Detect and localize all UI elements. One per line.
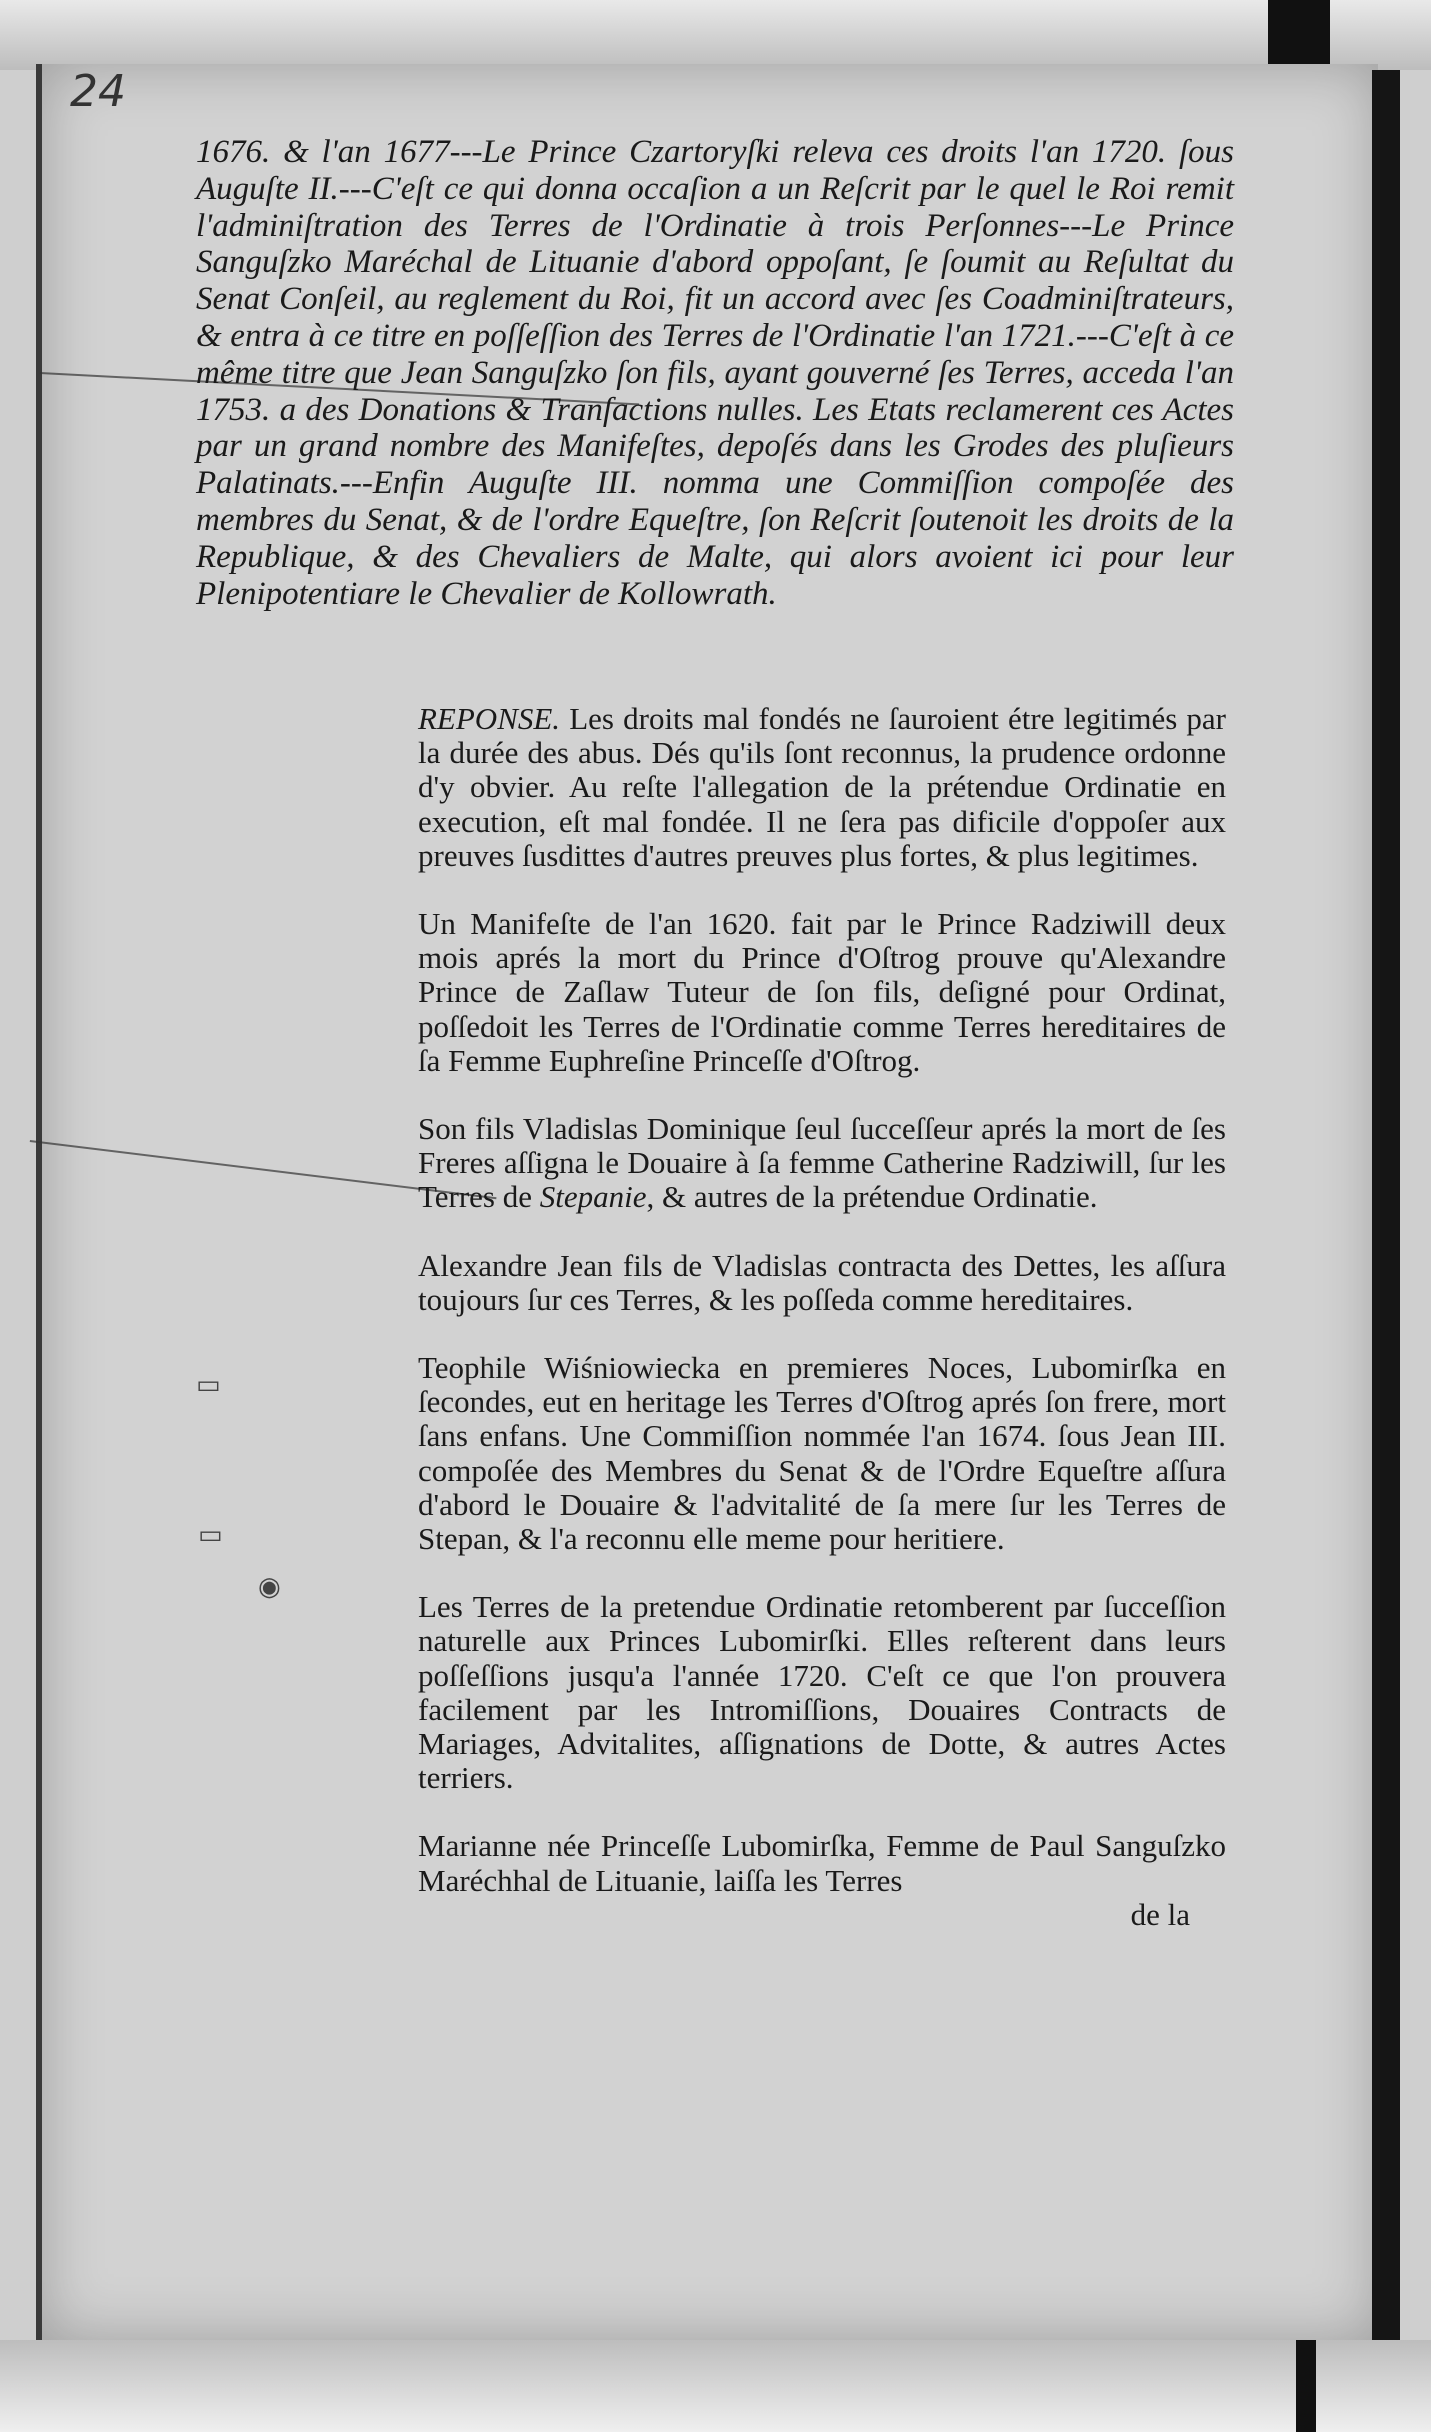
response-paragraph xyxy=(418,702,1226,873)
paragraph-vladislas-end: , & autres de la prétendue Ordinatie. xyxy=(646,1179,1098,1215)
page-number: 24 xyxy=(70,66,126,117)
paragraph-vladislas-start: Son fils Vladislas Dominique ſeul ſucceſſeur aprés la mort de ſes Freres aſſigna le Douaire à ſa femme Catherine Radziwill, ſur les Terres de xyxy=(418,1111,1226,1215)
paragraph-alexandre-jean: Alexandre Jean fils de Vladislas contracta des Dettes, les aſſura toujours ſur ces Terres, & les poſſeda comme hereditaires. xyxy=(418,1247,1226,1317)
paragraph-vladislas xyxy=(418,1112,1226,1215)
paragraph-manifest: Un Manifeſte de l'an 1620. fait par le Prince Radziwill deux mois aprés la mort du Prince d'Oſtrog prouve qu'Alexandre Prince de Zaſlaw Tuteur de ſon fils, deſigné pour Ordinat, poſſedoit les Terres de l'Ordinatie comme Terres hereditaires de ſa Femme Euphreſine Princeſſe d'Oſtrog. xyxy=(418,906,1226,1078)
page-gutter-shadow xyxy=(1372,70,1400,2340)
place-name-stepanie: Stepanie xyxy=(539,1179,647,1215)
response-text: Les droits mal fondés ne ſauroient étre legitimés par la durée des abus. Dés qu'ils ſont reconnus, la prudence ordonne d'y obvier. Au reſte l'allegation de la prétendue Ordinatie en execution, eſt mal fondée. Il ne ſera pas dificile d'oppoſer aux preuves ſusdittes d'autres preuves plus fortes, & plus legitimes. xyxy=(418,701,1226,873)
paragraph-teophile: Teophile Wiśniowiecka en premieres Noces, Lubomirſka en ſecondes, eut en heritage les Terres d'Oſtrog aprés ſon frere, mort ſans enfans. Une Commiſſion nommée l'an 1674. ſous Jean III. compoſée des Membres du Senat & de l'Ordre Equeſtre aſſura d'abord le Douaire & l'advitalité de ſa mere ſur les Terres de Stepan, & l'a reconnu elle meme pour heritiere. xyxy=(418,1350,1226,1557)
scan-edge-shadow-bottom xyxy=(1296,2340,1316,2432)
paragraph-lubomirski: Les Terres de la pretendue Ordinatie retomberent par ſucceſſion naturelle aux Princes Lubomirſki. Elles reſterent dans leurs poſſeſſions jusqu'a l'année 1720. C'eſt ce que l'on prouvera facilement par les Intromiſſions, Douaires Contracts de Mariages, Advitalites, aſſignations de Dotte, & autres Actes terriers. xyxy=(418,1589,1226,1796)
paragraph-marianne: Marianne née Princeſſe Lubomirſka, Femme de Paul Sanguſzko Maréchhal de Lituanie, laiſſa les Terres xyxy=(418,1828,1226,1898)
intro-paragraph: 1676. & l'an 1677---Le Prince Czartoryſki releva ces droits l'an 1720. ſous Auguſte II.---C'eſt ce qui donna occaſion a un Reſcrit par le quel le Roi remit l'adminiſtration des Terres de l'Ordinatie à trois Perſonnes---Le Prince Sanguſzko Maréchal de Lituanie d'abord oppoſant, ſe ſoumit au Reſultat du Senat Conſeil, au reglement du Roi, fit un accord avec ſes Coadminiſtrateurs, & entra à ce titre en poſſeſſion des Terres de l'Ordinatie l'an 1721.---C'eſt à ce même titre que Jean Sanguſzko ſon fils, ayant gouverné ſes Terres, acceda l'an 1753. a des Donations & Tranſactions nulles. Les Etats reclamerent ces Actes par un grand nombre des Manifeſtes, depoſés dans les Grodes des pluſieurs Palatinats.---Enfin Auguſte III. nomma une Commiſſion compoſée des membres du Senat, & de l'ordre Equeſtre, ſon Reſcrit ſoutenoit les droits de la Republique, & des Chevaliers de Malte, qui alors avoient ici pour leur Plenipotentiare le Chevalier de Kollowrath. xyxy=(196,134,1234,612)
scan-background-bottom xyxy=(0,2340,1431,2432)
response-label: REPONSE. xyxy=(418,701,561,736)
scan-edge-shadow xyxy=(1268,0,1330,66)
margin-mark: ▭ xyxy=(196,1370,221,1400)
catchword: de la xyxy=(1130,1896,1190,1932)
scan-background-top xyxy=(0,0,1431,70)
margin-mark: ▭ xyxy=(198,1520,223,1550)
response-section xyxy=(418,702,1226,1966)
margin-mark: ◉ xyxy=(258,1572,281,1602)
